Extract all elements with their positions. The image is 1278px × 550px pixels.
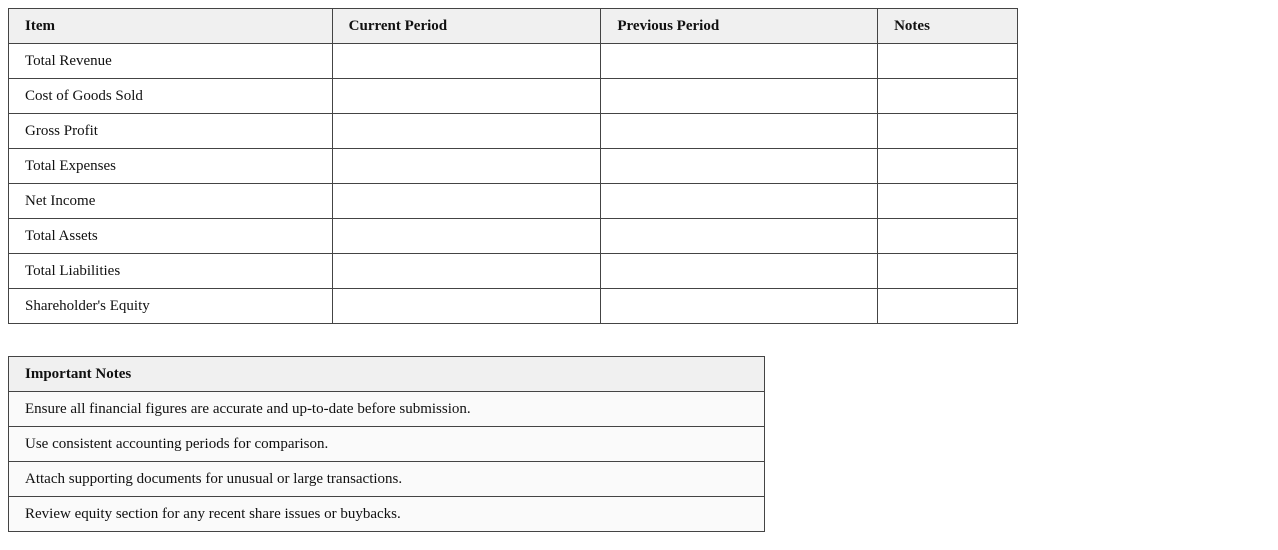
- column-header-current-period: Current Period: [332, 9, 601, 44]
- current-period-cell[interactable]: [332, 79, 601, 114]
- current-period-cell[interactable]: [332, 184, 601, 219]
- notes-header-row: [9, 357, 765, 392]
- table-row: [9, 289, 1018, 324]
- item-cell: Shareholder's Equity: [9, 289, 333, 324]
- notes-cell[interactable]: [878, 149, 1018, 184]
- item-cell: Gross Profit: [9, 114, 333, 149]
- notes-cell[interactable]: [878, 79, 1018, 114]
- item-cell: Total Expenses: [9, 149, 333, 184]
- note-item: Use consistent accounting periods for comparison.: [9, 427, 765, 462]
- table-header-row: [9, 9, 1018, 44]
- item-cell: Total Liabilities: [9, 254, 333, 289]
- current-period-cell[interactable]: [332, 289, 601, 324]
- table-row: [9, 149, 1018, 184]
- note-item: Ensure all financial figures are accurate and up-to-date before submission.: [9, 392, 765, 427]
- important-notes-table: [8, 356, 765, 532]
- table-row: [9, 114, 1018, 149]
- table-row: [9, 44, 1018, 79]
- notes-cell[interactable]: [878, 289, 1018, 324]
- column-header-previous-period: Previous Period: [601, 9, 878, 44]
- note-row: [9, 427, 765, 462]
- notes-cell[interactable]: [878, 44, 1018, 79]
- previous-period-cell[interactable]: [601, 149, 878, 184]
- table-row: [9, 219, 1018, 254]
- table-row: [9, 79, 1018, 114]
- item-cell: Total Assets: [9, 219, 333, 254]
- current-period-cell[interactable]: [332, 114, 601, 149]
- note-item: Review equity section for any recent share issues or buybacks.: [9, 497, 765, 532]
- notes-cell[interactable]: [878, 254, 1018, 289]
- note-item: Attach supporting documents for unusual or large transactions.: [9, 462, 765, 497]
- previous-period-cell[interactable]: [601, 254, 878, 289]
- previous-period-cell[interactable]: [601, 79, 878, 114]
- previous-period-cell[interactable]: [601, 219, 878, 254]
- notes-cell[interactable]: [878, 114, 1018, 149]
- note-row: [9, 497, 765, 532]
- item-cell: Net Income: [9, 184, 333, 219]
- important-notes-heading: Important Notes: [9, 357, 765, 392]
- column-header-notes: Notes: [878, 9, 1018, 44]
- column-header-item: Item: [9, 9, 333, 44]
- notes-cell[interactable]: [878, 219, 1018, 254]
- notes-cell[interactable]: [878, 184, 1018, 219]
- current-period-cell[interactable]: [332, 149, 601, 184]
- note-row: [9, 392, 765, 427]
- table-row: [9, 254, 1018, 289]
- current-period-cell[interactable]: [332, 254, 601, 289]
- financial-summary-table: [8, 8, 1018, 324]
- previous-period-cell[interactable]: [601, 114, 878, 149]
- current-period-cell[interactable]: [332, 44, 601, 79]
- note-row: [9, 462, 765, 497]
- previous-period-cell[interactable]: [601, 184, 878, 219]
- item-cell: Cost of Goods Sold: [9, 79, 333, 114]
- current-period-cell[interactable]: [332, 219, 601, 254]
- previous-period-cell[interactable]: [601, 44, 878, 79]
- previous-period-cell[interactable]: [601, 289, 878, 324]
- item-cell: Total Revenue: [9, 44, 333, 79]
- table-row: [9, 184, 1018, 219]
